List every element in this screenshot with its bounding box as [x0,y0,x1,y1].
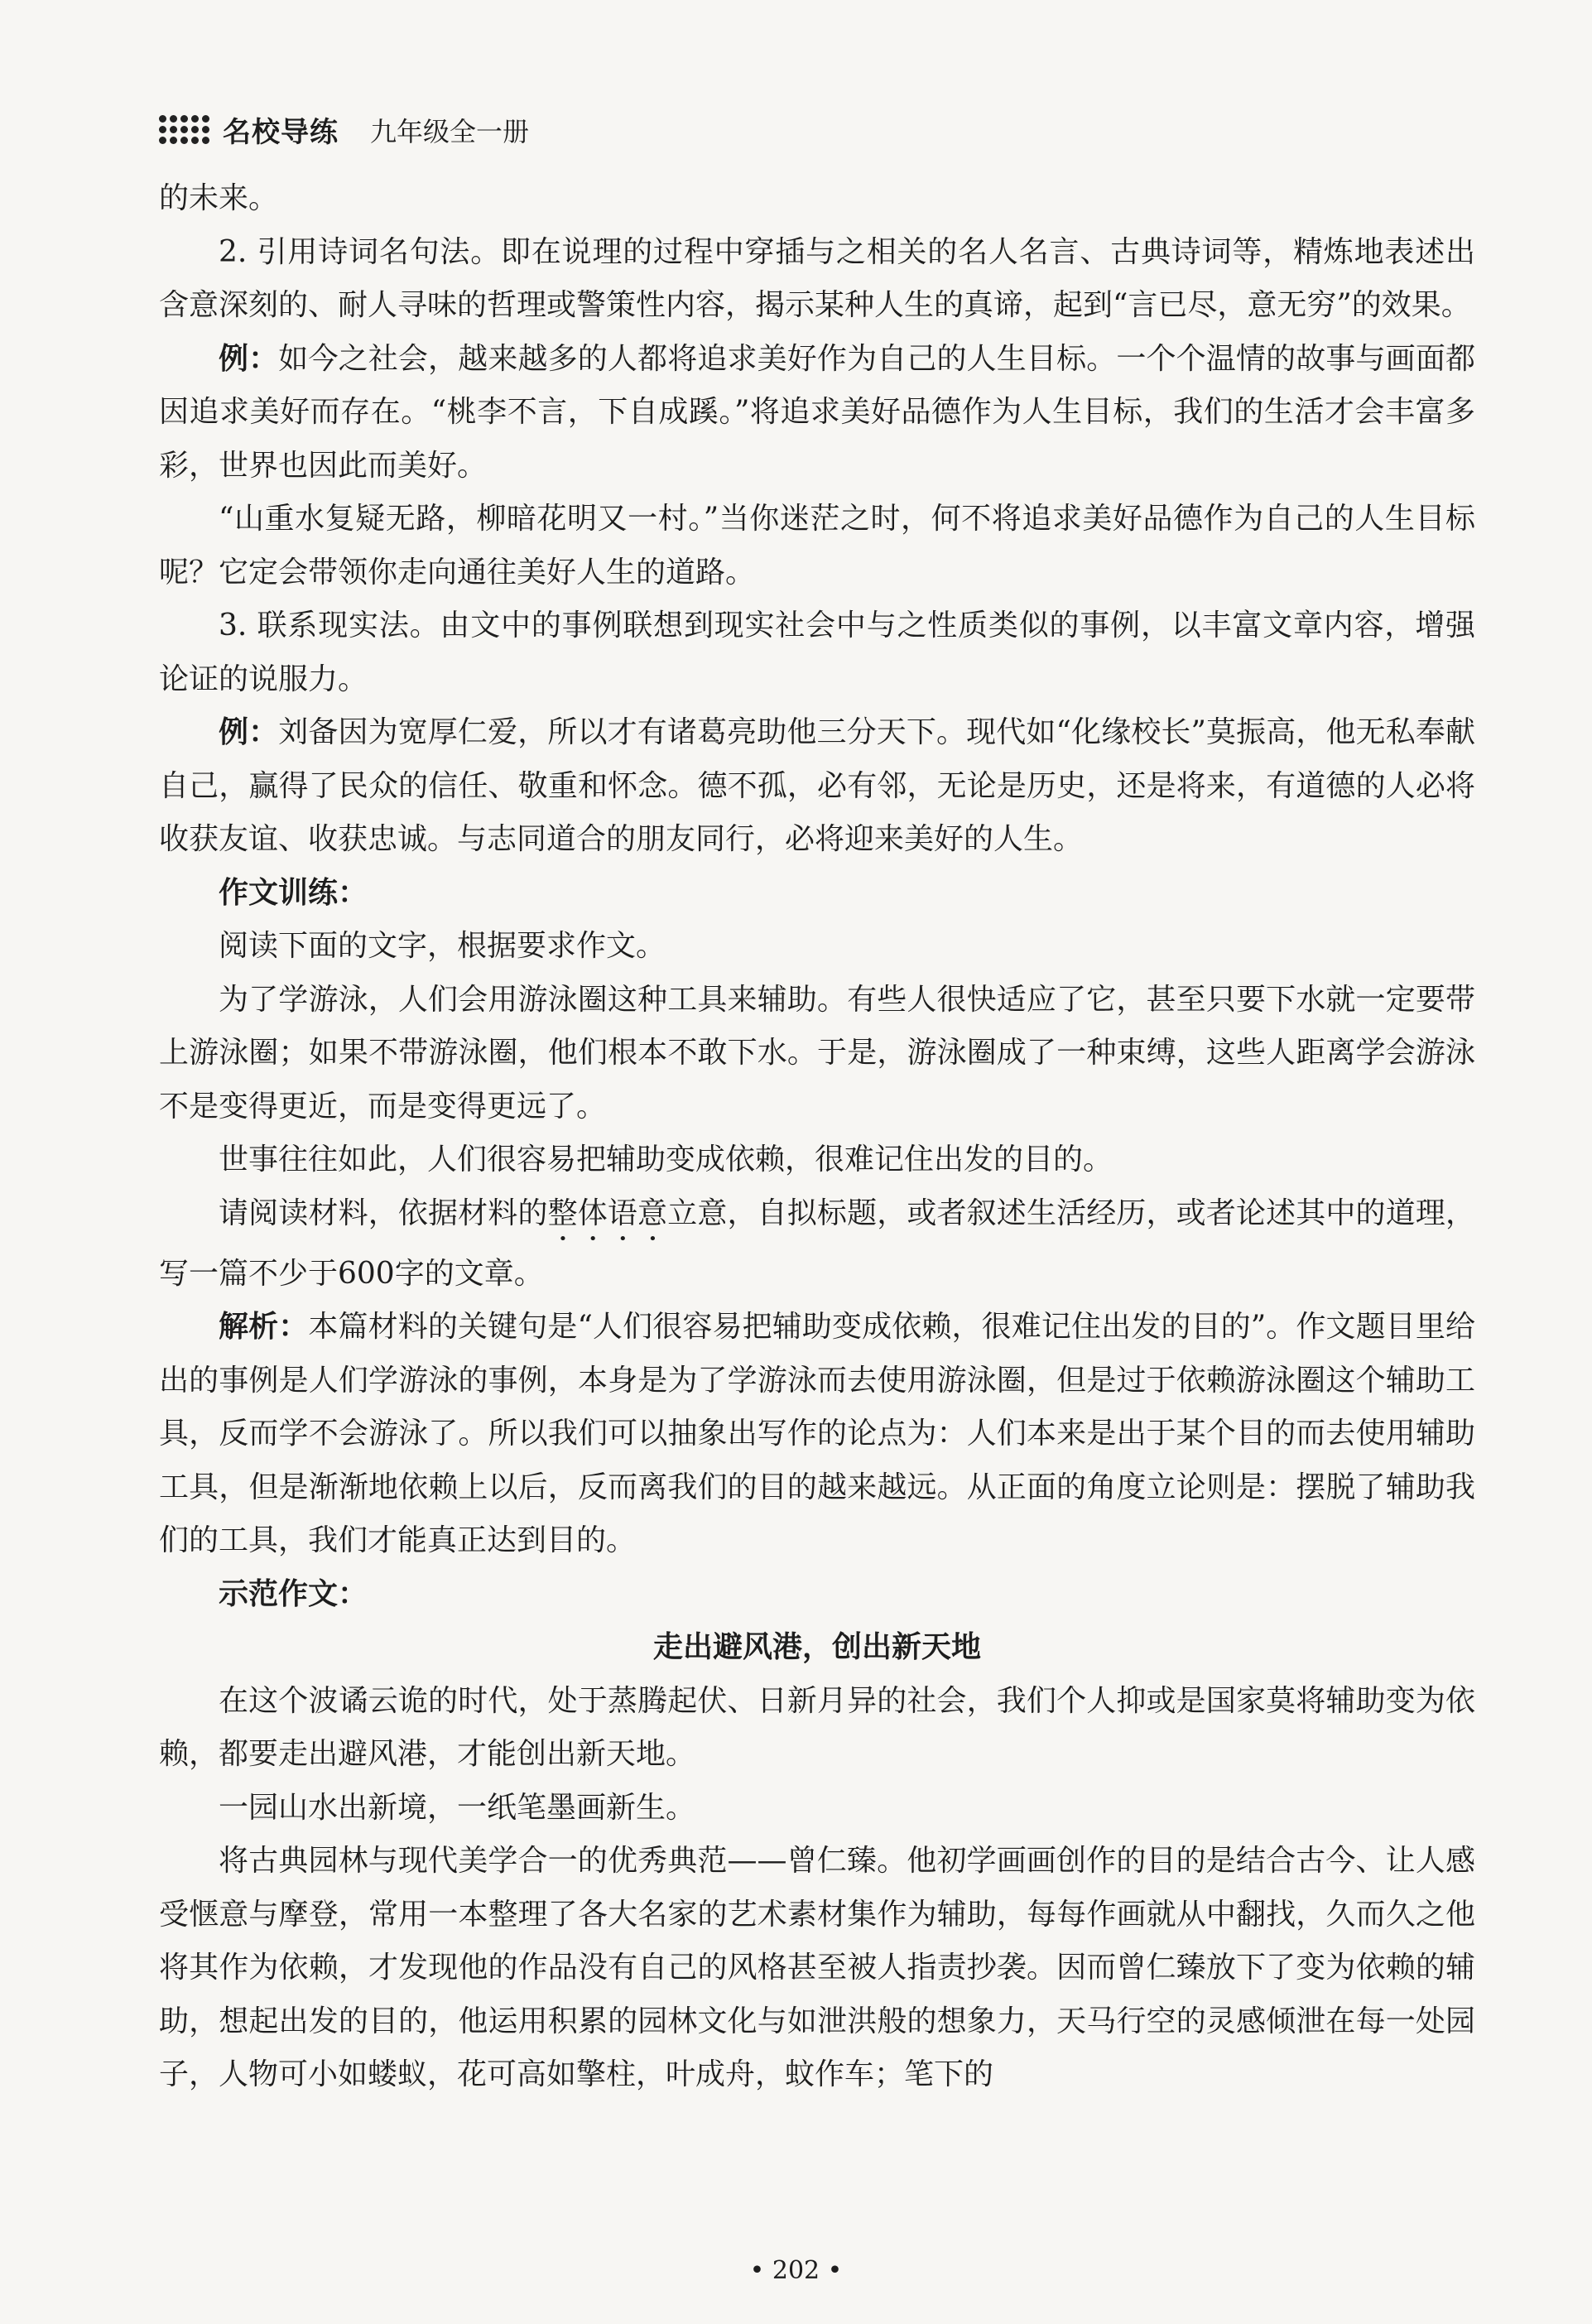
analysis-text: 本篇材料的关键句是“人们很容易把辅助变成依赖，很难记住出发的目的”。作文题目里给出的事例是人们学游泳的事例，本身是为了学游泳而去使用游泳圈，但是过于依赖游泳圈这个辅助工具，反而学不会游泳了。所以我们可以抽象出写作的论点为：人们本来是出于某个目的而去使用辅助工具，但是渐渐地依赖上以后，反而离我们的目的越来越远。从正面的角度立论则是：摆脱了辅助我们的工具，我们才能真正达到目的。 [159,1310,1475,1557]
series-title: 名校导练 [223,116,339,149]
requirement-text: 请阅读材料，依据材料的 [219,1196,548,1230]
paragraph-method-2: 2. 引用诗词名句法。即在说理的过程中穿插与之相关的名人名言、古典诗词等，精炼地表述出含意深刻的、耐人寻味的哲理或警策性内容，揭示某种人生的真谛，起到“言已尽，意无穷”的效果。 [159,234,1475,322]
essay-paragraph-1: 在这个波谲云诡的时代，处于蒸腾起伏、日新月异的社会，我们个人抑或是国家莫将辅助变为依赖，都要走出避风港，才能创出新天地。 [159,1683,1475,1771]
analysis-label: 解析： [219,1310,309,1344]
section-heading-training: 作文训练： [219,875,368,910]
paragraph-analysis [159,1301,1475,1568]
paragraph-instruction: 阅读下面的文字，根据要求作文。 [219,929,666,963]
page-body [159,172,1475,2102]
example-text: 如今之社会，越来越多的人都将追求美好作为自己的人生目标。一个个温情的故事与画面都因追求美好而存在。“桃李不言，下自成蹊。”将追求美好品德作为人生目标，我们的生活才会丰富多彩，世界也因此而美好。 [159,341,1475,483]
requirement-text: 立意，自拟标题，或者叙述生活经历，或者论述其中的道理，写一篇不少于600字的文章。 [159,1196,1475,1291]
essay-paragraph-3: 将古典园林与现代美学合一的优秀典范——曾仁臻。他初学画画创作的目的是结合古今、让人感受惬意与摩登，常用一本整理了各大名家的艺术素材集作为辅助，每每作画就从中翻找，久而久之他将其作为依赖，才发现他的作品没有自己的风格甚至被人指责抄袭。因而曾仁臻放下了变为依赖的辅助，想起出发的目的，他运用积累的园林文化与如泄洪般的想象力，天马行空的灵感倾泄在每一处园子，人物可小如蝼蚁，花可高如擎柱，叶成舟，蚊作车；笔下的 [159,1844,1475,2091]
page-header [159,109,529,150]
example-text: 刘备因为宽厚仁爱，所以才有诸葛亮助他三分天下。现代如“化缘校长”莫振高，他无私奉献自己，赢得了民众的信任、敬重和怀念。德不孤，必有邻，无论是历史，还是将来，有道德的人必将收获友谊、收获忠诚。与志同道合的朋友同行，必将迎来美好的人生。 [159,715,1475,856]
page-number: • 202 • [749,2256,843,2285]
paragraph-example-2 [159,706,1475,867]
essay-title: 走出避风港，创出新天地 [652,1630,981,1664]
paragraph-poem: “山重水复疑无路，柳暗花明又一村。”当你迷茫之时，何不将追求美好品德作为自己的人生目标呢？它定会带领你走向通往美好人生的道路。 [159,502,1475,589]
emphasis-text: 整体语意 [547,1196,668,1230]
section-heading-sample: 示范作文： [219,1576,368,1611]
example-label: 例： [219,341,279,376]
essay-paragraph-2: 一园山水出新境，一纸笔墨画新生。 [219,1790,696,1825]
grade-label: 九年级全一册 [370,115,530,147]
paragraph-example-1 [159,333,1475,493]
paragraph-material-conclusion: 世事往往如此，人们很容易把辅助变成依赖，很难记住出发的目的。 [219,1143,1113,1176]
paragraph-continuation: 的未来。 [159,181,279,215]
paragraph-requirement [159,1187,1475,1302]
example-label: 例： [219,715,279,749]
paragraph-material: 为了学游泳，人们会用游泳圈这种工具来辅助。有些人很快适应了它，甚至只要下水就一定要带上游泳圈；如果不带游泳圈，他们根本不敢下水。于是，游泳圈成了一种束缚，这些人距离学会游泳不是变得更近，而是变得更远了。 [159,982,1475,1124]
dot-grid-icon [159,115,209,144]
paragraph-method-3: 3. 联系现实法。由文中的事例联想到现实社会中与之性质类似的事例，以丰富文章内容，增强论证的说服力。 [159,609,1475,696]
